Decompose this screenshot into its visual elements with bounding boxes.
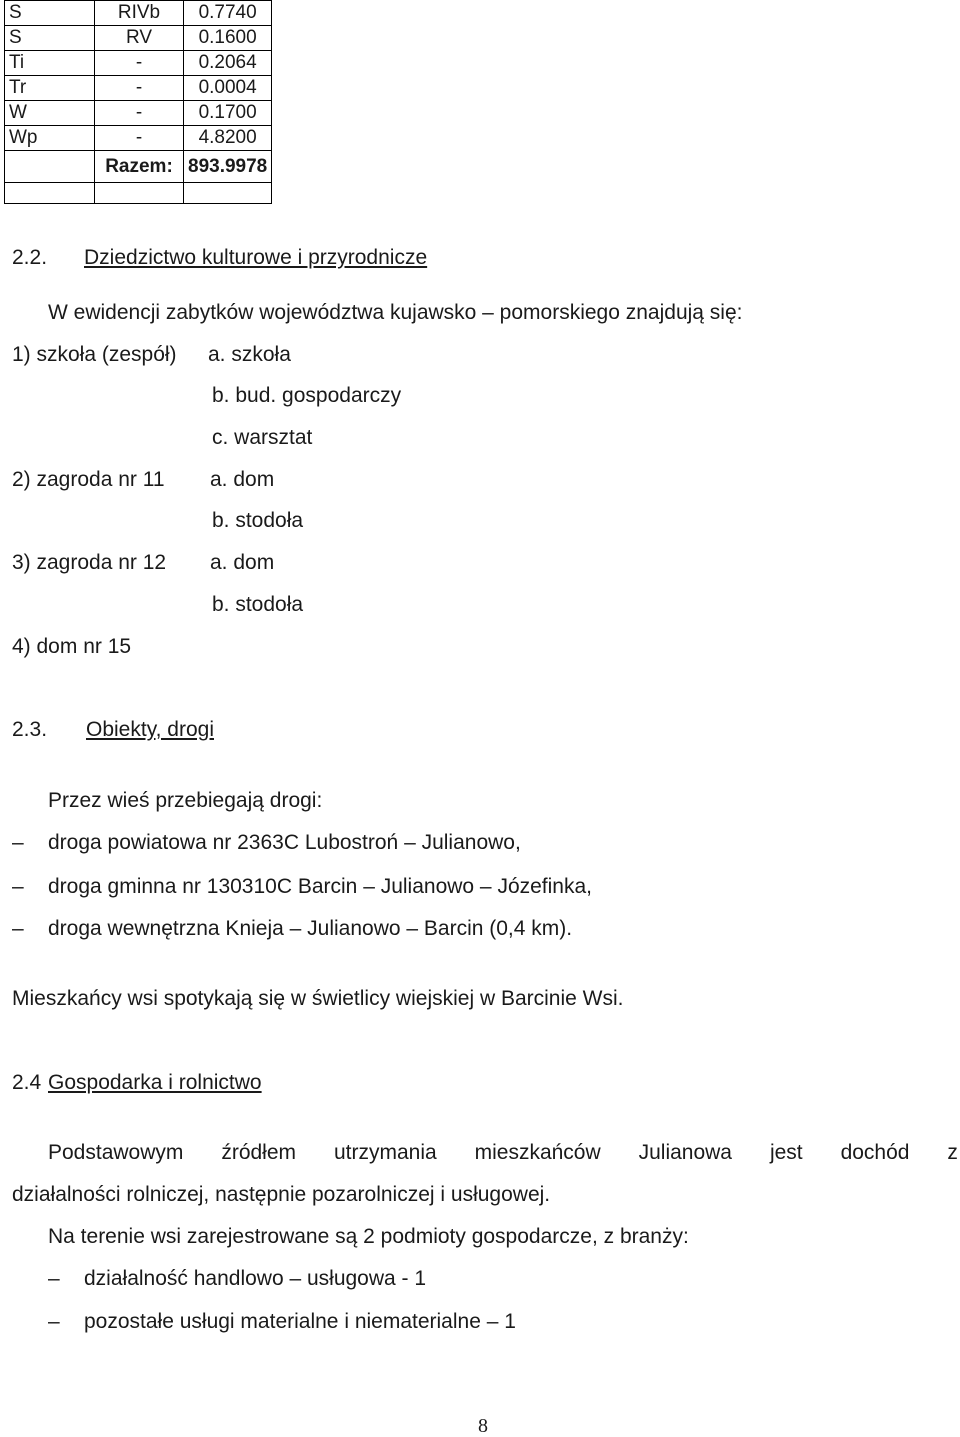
list-subitem: a. dom xyxy=(210,551,275,574)
table-cell: 4.8200 xyxy=(184,126,272,151)
table-row xyxy=(5,26,272,51)
table-spacer-row xyxy=(5,183,272,204)
table-cell: 0.0004 xyxy=(184,76,272,101)
list-subitem: b. stodoła xyxy=(212,509,304,532)
table-cell: 0.7740 xyxy=(184,1,272,26)
word: dochód xyxy=(840,1141,910,1164)
list-subitem: b. bud. gospodarczy xyxy=(212,384,402,407)
table-cell: - xyxy=(95,76,184,101)
table-cell: S xyxy=(5,26,95,51)
table-cell: Wp xyxy=(5,126,95,151)
land-use-table xyxy=(4,0,272,204)
table-cell: 0.1700 xyxy=(184,101,272,126)
page-number: 8 xyxy=(478,1415,488,1437)
justified-line xyxy=(48,1142,958,1163)
table-cell xyxy=(5,151,95,183)
list-item: droga powiatowa nr 2363C Lubostroń – Julianowo, xyxy=(48,831,521,854)
table-cell: 0.1600 xyxy=(184,26,272,51)
total-label: Razem: xyxy=(95,151,184,183)
bullet-dash: – xyxy=(48,1310,60,1333)
list-subitem: a. szkoła xyxy=(208,343,291,366)
word: utrzymania xyxy=(333,1141,437,1164)
table-cell: RIVb xyxy=(95,1,184,26)
paragraph: W ewidencji zabytków województwa kujawsko – pomorskiego znajdują się: xyxy=(48,301,743,324)
section-heading: Dziedzictwo kulturowe i przyrodnicze xyxy=(84,246,428,269)
word: Podstawowym xyxy=(48,1141,184,1164)
list-item: 2) zagroda nr 11 xyxy=(12,468,165,491)
table-cell: - xyxy=(95,51,184,76)
section-heading: Gospodarka i rolnictwo xyxy=(48,1071,262,1094)
table-cell: 0.2064 xyxy=(184,51,272,76)
paragraph: Na terenie wsi zarejestrowane są 2 podmioty gospodarcze, z branży: xyxy=(48,1225,689,1248)
table-row xyxy=(5,51,272,76)
section-number: 2.2. xyxy=(12,246,48,269)
table-cell: - xyxy=(95,101,184,126)
paragraph: Mieszkańcy wsi spotykają się w świetlicy wiejskiej w Barcinie Wsi. xyxy=(12,987,624,1010)
table-cell: W xyxy=(5,101,95,126)
section-heading: Obiekty, drogi xyxy=(86,718,214,741)
table-cell xyxy=(5,183,95,204)
paragraph: Przez wieś przebiegają drogi: xyxy=(48,789,323,812)
bullet-dash: – xyxy=(12,831,24,854)
bullet-dash: – xyxy=(12,917,24,940)
list-item: pozostałe usługi materialne i niematerialne – 1 xyxy=(84,1310,516,1333)
table-cell: - xyxy=(95,126,184,151)
word: jest xyxy=(769,1141,803,1164)
list-subitem: c. warsztat xyxy=(212,426,313,449)
table-row xyxy=(5,76,272,101)
word: źródłem xyxy=(221,1141,297,1164)
list-item: 4) dom nr 15 xyxy=(12,635,132,658)
list-item: działalność handlowo – usługowa - 1 xyxy=(84,1267,427,1290)
table-cell xyxy=(95,183,184,204)
list-item: droga gminna nr 130310C Barcin – Julianowo – Józefinka, xyxy=(48,875,593,898)
total-value: 893.9978 xyxy=(184,151,272,183)
list-item: 3) zagroda nr 12 xyxy=(12,551,167,574)
table-row xyxy=(5,1,272,26)
table-row xyxy=(5,126,272,151)
table-row xyxy=(5,101,272,126)
paragraph-line: działalności rolniczej, następnie pozarolniczej i usługowej. xyxy=(12,1183,551,1206)
bullet-dash: – xyxy=(12,875,24,898)
word: mieszkańców xyxy=(474,1141,601,1164)
list-subitem: b. stodoła xyxy=(212,593,304,616)
bullet-dash: – xyxy=(48,1267,60,1290)
list-item: 1) szkoła (zespół) xyxy=(12,343,177,366)
table-cell xyxy=(184,183,272,204)
table-cell: S xyxy=(5,1,95,26)
table-cell: Tr xyxy=(5,76,95,101)
list-subitem: a. dom xyxy=(210,468,275,491)
section-number: 2.4 xyxy=(12,1071,42,1094)
table-cell: RV xyxy=(95,26,184,51)
table-cell: Ti xyxy=(5,51,95,76)
section-number: 2.3. xyxy=(12,718,48,741)
word: Julianowa xyxy=(638,1141,732,1164)
list-item: droga wewnętrzna Knieja – Julianowo – Barcin (0,4 km). xyxy=(48,917,573,940)
word: z xyxy=(947,1141,958,1164)
table-total-row xyxy=(5,151,272,183)
